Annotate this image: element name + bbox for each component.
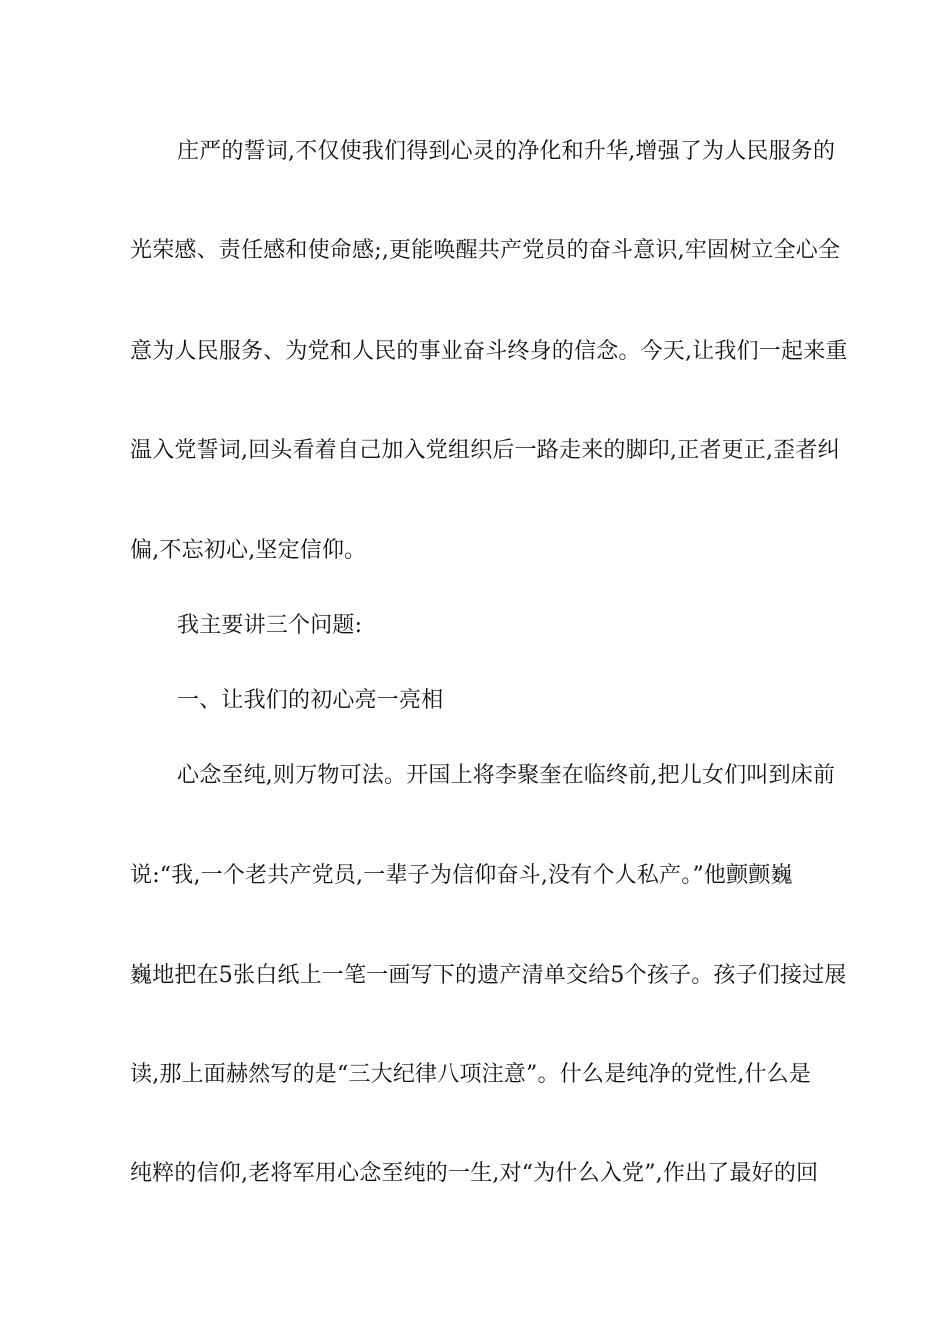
paragraph-line: 意为人民服务、为党和人民的事业奋斗终身的信念。今天,让我们一起来重: [130, 339, 848, 364]
paragraph-line: 偏,不忘初心,坚定信仰。: [130, 538, 367, 563]
paragraph-line: 我主要讲三个问题:: [177, 613, 363, 638]
section-heading: 一、让我们的初心亮一亮相: [177, 688, 444, 713]
paragraph-line: 巍地把在5张白纸上一笔一画写下的遗产清单交给5个孩子。孩子们接过展: [130, 963, 847, 988]
paragraph-line: 纯粹的信仰,老将军用心念至纯的一生,对“为什么入党”,作出了最好的回: [130, 1161, 819, 1186]
paragraph-line: 读,那上面赫然写的是“三大纪律八项注意”。什么是纯净的党性,什么是: [130, 1062, 812, 1087]
paragraph-line: 庄严的誓词,不仅使我们得到心灵的净化和升华,增强了为人民服务的: [177, 139, 836, 164]
paragraph-line: 温入党誓词,回头看着自己加入党组织后一路走来的脚印,正者更正,歪者纠: [130, 438, 840, 463]
paragraph-line: 光荣感、责任感和使命感;,更能唤醒共产党员的奋斗意识,牢固树立全心全: [130, 238, 841, 263]
paragraph-line: 心念至纯,则万物可法。开国上将李聚奎在临终前,把儿女们叫到床前: [177, 763, 836, 788]
paragraph-line: 说:“我,一个老共产党员,一辈子为信仰奋斗,没有个人私产。”他颤颤巍: [130, 863, 793, 888]
